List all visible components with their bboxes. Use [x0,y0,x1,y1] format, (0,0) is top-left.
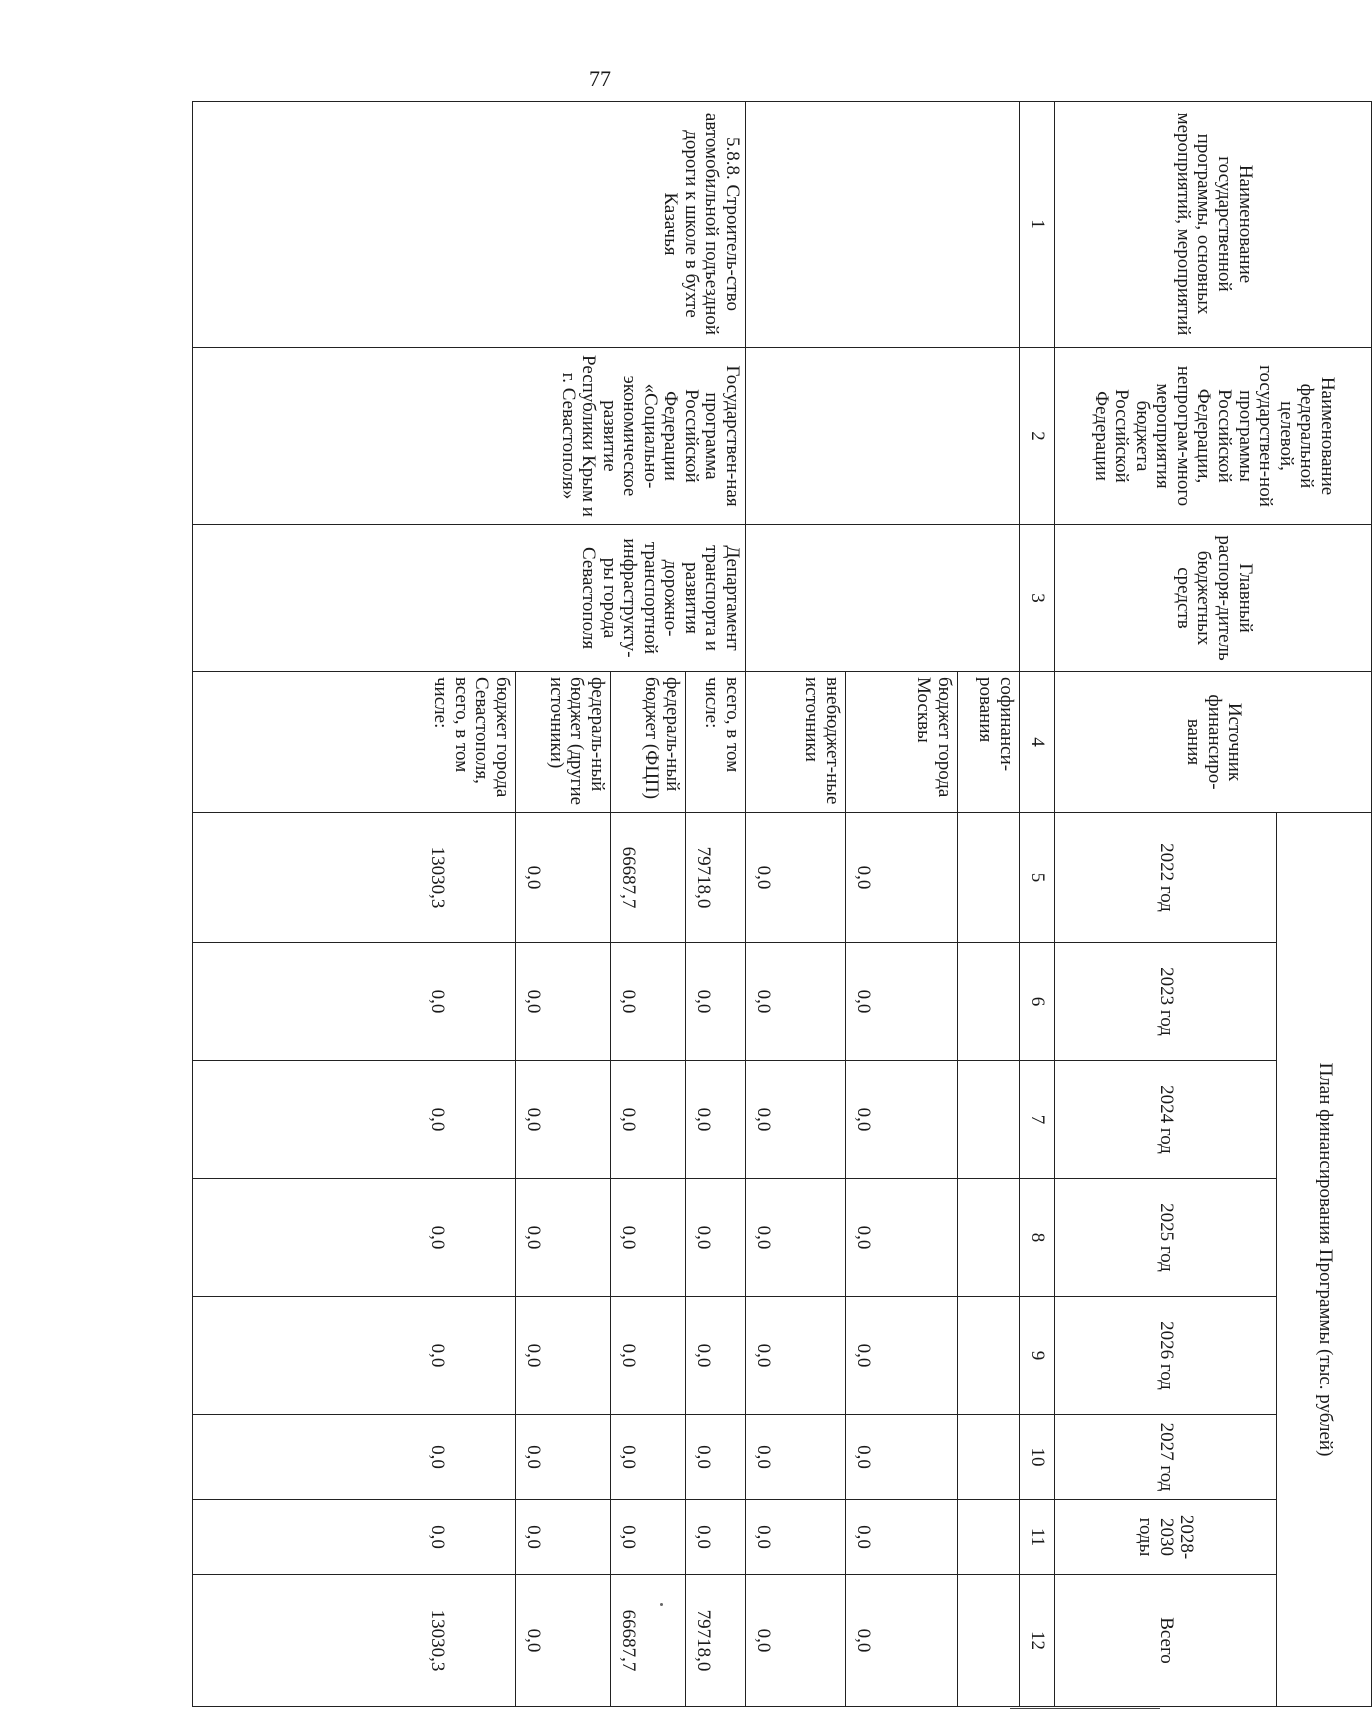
col-number: 9 [1019,1297,1054,1415]
value-cell: 0,0 [192,943,515,1061]
value-cell: 0,0 [515,1179,610,1297]
col-header-3: Главный распоря-дитель бюджетных средств [1054,525,1372,672]
value-cell: 0,0 [610,1297,685,1415]
value-cell: 0,0 [610,943,685,1061]
col-number: 8 [1019,1179,1054,1297]
value-cell: 0,0 [610,1179,685,1297]
cont-empty-cell [745,525,1019,672]
value-cell: 13030,3 [192,813,515,943]
value-cell: 66687,7 [610,813,685,943]
value-cell: 79718,0 [685,1575,745,1707]
value-cell: 0,0 [192,1297,515,1415]
source-cell: бюджет города Севастополя, всего, в том числе: [192,672,515,813]
col-number: 7 [1019,1061,1054,1179]
value-cell: 0,0 [515,1061,610,1179]
col-header-2022: 2022 год [1054,813,1276,943]
financing-table [192,101,1372,1707]
value-cell: 0,0 [515,1575,610,1707]
value-cell: 0,0 [515,1415,610,1500]
source-cell: всего, в том числе: [685,672,745,813]
value-cell: 0,0 [745,1575,845,1707]
value-cell [957,1297,1019,1415]
plan-header: План финансирования Программы (тыс. рублей) [1276,813,1372,1707]
value-cell: 0,0 [685,1415,745,1500]
col-header-total: Всего [1054,1575,1276,1707]
value-cell [957,1179,1019,1297]
col-header-2026: 2026 год [1054,1297,1276,1415]
value-cell: 0,0 [192,1179,515,1297]
col-number: 5 [1019,813,1054,943]
value-cell: 0,0 [745,1297,845,1415]
value-cell: 0,0 [610,1415,685,1500]
value-cell [957,1415,1019,1500]
col-header-4: Источник финансиро-вания [1054,672,1372,813]
source-cell: федераль-ный бюджет (другие источники) [515,672,610,813]
col-header-2023: 2023 год [1054,943,1276,1061]
source-cell: бюджет города Москвы [845,672,957,813]
value-cell [957,1575,1019,1707]
value-cell: 0,0 [610,1500,685,1575]
value-cell: 0,0 [685,1179,745,1297]
value-cell: 0,0 [845,1297,957,1415]
value-cell: 0,0 [845,1061,957,1179]
federal-program: Государствен-ная программа Российской Федерации «Социально-экономическое развитие Республики Крым и г. Севастополя» [192,348,745,525]
value-cell: 0,0 [845,1500,957,1575]
col-number: 4 [1019,672,1054,813]
value-cell: 0,0 [845,943,957,1061]
budget-manager: Департамент транспорта и развития дорожно-транспортной инфраструкту-ры города Севастополя [192,525,745,672]
value-cell: 0,0 [685,943,745,1061]
value-cell: 0,0 [685,1297,745,1415]
source-cell: софинанси-рования [957,672,1019,813]
value-cell: 0,0 [745,1415,845,1500]
col-header-2027: 2027 год [1054,1415,1276,1500]
value-cell: 13030,3 [192,1575,515,1707]
value-cell: 0,0 [192,1061,515,1179]
value-cell: 0,0 [845,813,957,943]
value-cell: 0,0 [845,1415,957,1500]
value-cell: 0,0 [745,943,845,1061]
col-header-2028-2030: 2028-2030 годы [1054,1500,1276,1575]
value-cell: 79718,0 [685,813,745,943]
col-number: 2 [1019,348,1054,525]
source-cell: федераль-ный бюджет (ФЦП) [610,672,685,813]
value-cell: 0,0 [515,813,610,943]
value-cell [957,943,1019,1061]
col-number: 10 [1019,1415,1054,1500]
value-cell: 0,0 [515,1297,610,1415]
value-cell: 0,0 [610,1061,685,1179]
col-number: 12 [1019,1575,1054,1707]
value-cell: 0,0 [515,1500,610,1575]
col-header-2024: 2024 год [1054,1061,1276,1179]
value-cell: 0,0 [745,1500,845,1575]
value-cell: 0,0 [845,1575,957,1707]
value-cell [957,813,1019,943]
value-cell: 0,0 [192,1415,515,1500]
cont-empty-cell [745,348,1019,525]
value-cell: 0,0 [745,1179,845,1297]
value-cell: 0,0 [515,943,610,1061]
col-number: 1 [1019,101,1054,348]
value-cell [957,1500,1019,1575]
col-header-2025: 2025 год [1054,1179,1276,1297]
value-cell: 0,0 [845,1179,957,1297]
col-number: 11 [1019,1500,1054,1575]
value-cell: 0,0 [745,1061,845,1179]
measure-name: 5.8.8. Строитель-ство автомобильной подъездной дороги к школе в бухте Казачья [192,101,745,348]
page-number: 77 [589,66,611,91]
value-cell: 0,0 [685,1061,745,1179]
source-cell: внебюджет-ные источники [745,672,845,813]
col-header-2: Наименование федеральной целевой, государствен-ной программы Российской Федерации, непрограм-много мероприятия бюджета Российской Федерации [1054,348,1372,525]
cont-empty-cell [745,101,1019,348]
col-header-1: Наименование государственной программы, основных мероприятий, мероприятий [1054,101,1372,348]
col-number: 6 [1019,943,1054,1061]
value-cell: 66687,7 [610,1575,685,1707]
value-cell: 0,0 [192,1500,515,1575]
footer-rule [1010,1708,1160,1709]
scan-speck [660,1603,663,1606]
col-number: 3 [1019,525,1054,672]
value-cell: 0,0 [685,1500,745,1575]
value-cell: 0,0 [745,813,845,943]
value-cell [957,1061,1019,1179]
